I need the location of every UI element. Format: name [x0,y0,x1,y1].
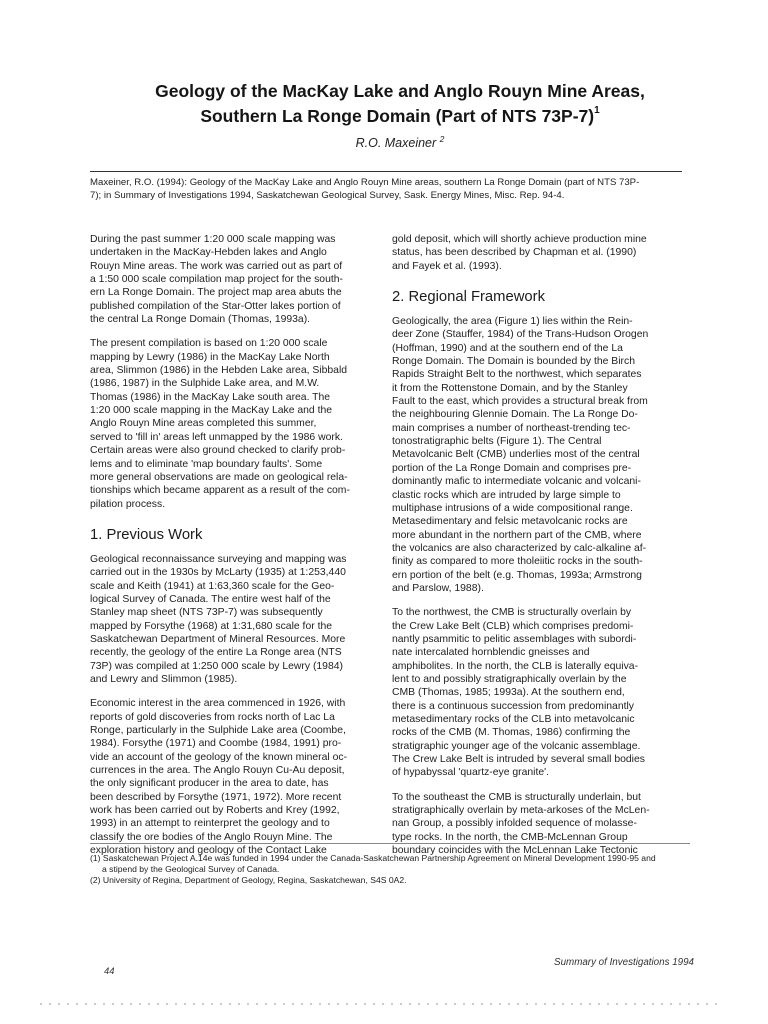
text-line: Economic interest in the area commenced in 1926, with [90,698,346,710]
text-line: and Lewry and Slimmon (1985). [90,673,238,685]
intro-paragraph-2 [90,337,382,510]
text-line: reports of gold discoveries from rocks north of Lac La [90,711,335,723]
text-line: vide an account of the geology of the known mineral oc- [90,751,348,763]
text-line: logical Survey of Canada. The entire west half of the [90,593,331,605]
text-line: Certain areas were also ground checked to clarify prob- [90,445,346,457]
text-line: portion of the La Ronge Domain and comprises pre- [392,462,632,474]
text-line: Rouyn Mine areas. The work was carried out as part of [90,260,343,272]
intro-paragraph-1 [90,233,382,326]
paragraph-gap [392,273,684,284]
text-line: The Crew Lake Belt is intruded by several small bodies [392,754,645,766]
text-line: type rocks. In the north, the CMB-McLennan Group [392,831,628,843]
text-line: mapping by Lewry (1986) in the MacKay Lake North [90,351,330,363]
running-footer: Summary of Investigations 1994 [554,957,694,968]
text-line: To the southeast the CMB is structurally underlain, but [392,791,641,803]
text-line: pilation process. [90,498,166,510]
text-line: lent to and possibly stratigraphically overlain by the [392,673,627,685]
text-line: clastic rocks which are intruded by large simple to [392,489,621,501]
regional-paragraph-2 [392,606,684,779]
section-heading-previous-work: 1. Previous Work [90,526,203,543]
text-line: Ronge Domain. The Domain is bounded by the Birch [392,356,635,368]
section-heading-regional-framework: 2. Regional Framework [392,289,545,306]
author-footnote-mark: 2 [439,134,445,144]
text-line: dominantly mafic to intermediate volcanic and volcani- [392,476,641,488]
text-line: the volcanics are also characterized by calc-alkaline af- [392,542,647,554]
title-footnote-mark: 1 [594,105,600,116]
text-line: currences in the area. The Anglo Rouyn Cu-Au deposit, [90,765,345,777]
footnotes [90,853,690,885]
text-line: Saskatchewan Department of Mineral Resources. More [90,633,346,645]
text-line: ern portion of the belt (e.g. Thomas, 1993a; Armstrong [392,569,642,581]
left-column [90,233,382,857]
text-line: The present compilation is based on 1:20 000 scale [90,338,328,350]
regional-paragraph-1 [392,315,684,595]
text-line: 73P) was compiled at 1:250 000 scale by Lewry (1984) [90,660,343,672]
text-line: Metavolcanic Belt (CMB) underlies most of the central [392,449,640,461]
text-line: it from the Rottenstone Domain, and by the Stanley [392,382,628,394]
text-line: 1:20 000 scale mapping in the MacKay Lake and the [90,405,333,417]
text-line: CMB (Thomas, 1985; 1993a). At the southern end, [392,687,625,699]
scan-artifact [40,1003,720,1005]
text-line: the neighbouring Glennie Domain. The La Ronge Do- [392,409,638,421]
text-line: exploration history and geology of the Contact Lake [90,845,327,857]
text-line: work has been carried out by Roberts and Krey (1992, [90,805,340,817]
text-line: more general observations are made on geological rela- [90,471,348,483]
text-line: published compilation of the Star-Otter lakes portion of [90,300,341,312]
text-line: 1984). Forsythe (1971) and Coombe (1984, 1991) pro- [90,738,342,750]
text-line: the only significant producer in the area to date, has [90,778,329,790]
text-line: tonostratigraphic belts (Figure 1). The Central [392,436,602,448]
paragraph-gap [90,686,382,697]
paragraph-gap [392,780,684,791]
title-line-2 [100,102,700,127]
text-line: ern La Ronge Domain. The project map area abuts the [90,287,342,299]
text-line: main comprises a number of northeast-trending tec- [392,422,631,434]
previous-work-paragraph-1 [90,553,382,686]
regional-paragraph-3 [392,791,684,858]
text-line: of hypabyssal 'quartz-eye granite'. [392,767,550,779]
text-line: multiphase intrusions of a wide compositional range. [392,502,633,514]
text-line: rocks of the CMB (M. Thomas, 1986) confirming the [392,727,631,739]
text-line: 1993) in an attempt to reinterpret the geology and to [90,818,330,830]
text-line: nate intercalated hornblendic gneisses and [392,647,590,659]
text-line: deer Zone (Stauffer, 1984) of the Trans-Hudson Orogen [392,329,649,341]
text-line: lems and to eliminate 'map boundary faults'. Some [90,458,323,470]
paragraph-gap [90,326,382,337]
title-line-2-text: Southern La Ronge Domain (Part of NTS 73P-7) [200,105,595,126]
text-line: Rapids Straight Belt to the northwest, which separates [392,369,642,381]
text-line: metasedimentary rocks of the CLB into metavolcanic [392,714,635,725]
author-line [200,134,600,150]
text-line: more abundant in the northern part of the CMB, where [392,529,642,541]
text-line: Ronge, particularly in the Sulphide Lake area (Coombe, [90,725,346,736]
citation-line: 7); in Summary of Investigations 1994, Saskatchewan Geological Survey, Sask. Energy Mines, Misc. Rep. 94-4. [90,189,565,201]
author-name: R.O. Maxeiner [355,136,437,151]
text-line: amphibolites. In the north, the CLB is laterally equiva- [392,660,639,672]
text-line: scale and Keith (1941) at 1:63,360 scale for the Geo- [90,580,335,592]
paragraph-gap [90,511,382,522]
citation-block [90,177,682,202]
text-line: (1986, 1987) in the Sulphide Lake area, and M.W. [90,378,320,390]
text-line: recently, the geology of the entire La Ronge area (NTS [90,647,342,659]
text-line: a 1:50 000 scale compilation map project for the south- [90,274,343,286]
text-line: stratigraphically overlain by meta-arkoses of the McLen- [392,805,650,817]
text-line: Metasedimentary and felsic metavolcanic rocks are [392,516,628,528]
citation-line: Maxeiner, R.O. (1994): Geology of the MacKay Lake and Anglo Rouyn Mine areas, southern La Ronge Domain (part of NTS 73P- [90,177,640,188]
right-column [392,233,684,857]
text-line: there is a continuous succession from predominantly [392,700,634,712]
text-line: boundary coincides with the McLennan Lake Tectonic [392,845,638,857]
text-line: been described by Forsythe (1971, 1972). More recent [90,791,342,803]
text-line: area, Slimmon (1986) in the Hebden Lake area, Sibbald [90,365,348,377]
text-line: (Hoffman, 1990) and at the southern end of the La [392,342,623,354]
text-line: nan Group, a possibly infolded sequence of molasse- [392,818,637,830]
text-line: mapped by Forsythe (1968) at 1:31,680 scale for the [90,620,333,632]
text-line: and Fayek et al. (1993). [392,260,502,272]
text-line: To the northwest, the CMB is structurally overlain by [392,607,632,619]
text-line: served to 'fill in' areas left unmapped by the 1986 work. [90,431,343,443]
text-line: Geological reconnaissance surveying and mapping was [90,553,347,565]
text-line: stratigraphic younger age of the volcanic assemblage. [392,740,641,752]
paragraph-gap [392,595,684,606]
text-line: status, has been described by Chapman et al. (1990) [392,247,637,259]
footnote-1: (1) Saskatchewan Project A.14e was funded in 1994 under the Canada-Saskatchewan Partnership Agreement on Mineral Development 1990-95 and [90,853,656,863]
previous-work-paragraph-2 [90,697,382,857]
text-line: During the past summer 1:20 000 scale mapping was [90,234,336,245]
text-line: the central La Ronge Domain (Thomas, 1993a). [90,314,311,326]
text-line: gold deposit, which will shortly achieve production mine [392,234,647,245]
text-line: the Crew Lake Belt (CLB) which comprises predomi- [392,620,634,632]
text-line: classify the ore bodies of the Anglo Rouyn Mine. The [90,831,333,843]
text-line: Geologically, the area (Figure 1) lies within the Rein- [392,316,633,328]
page-number: 44 [104,965,115,976]
footnote-2: (2) University of Regina, Department of Geology, Regina, Saskatchewan, S4S 0A2. [90,874,407,885]
text-line: Anglo Rouyn Mine areas completed this summer, [90,418,317,430]
title-line-1: Geology of the MacKay Lake and Anglo Rouyn Mine Areas, [155,81,645,101]
text-line: nantly psammitic to pelitic assemblages with subordi- [392,633,637,645]
citation-top-rule [90,171,682,172]
paper-title [100,80,700,127]
text-line: carried out in the 1930s by McLarty (1935) at 1:253,440 [90,567,346,579]
text-line: Thomas (1986) in the MacKay Lake south area. The [90,391,331,403]
text-line: finity as compared to more tholeiitic rocks in the south- [392,556,643,568]
continued-paragraph [392,233,684,273]
text-line: undertaken in the MacKay-Hebden lakes and Anglo [90,247,327,259]
text-line: Stanley map sheet (NTS 73P-7) was subsequently [90,607,323,619]
text-line: Fault to the east, which provides a structural break from [392,396,648,408]
footnote-1-continued: a stipend by the Geological Survey of Canada. [102,863,280,874]
footnote-divider [90,843,690,844]
text-line: and Parslow, 1988). [392,582,484,594]
text-line: tionships which became apparent as a result of the com- [90,485,350,497]
